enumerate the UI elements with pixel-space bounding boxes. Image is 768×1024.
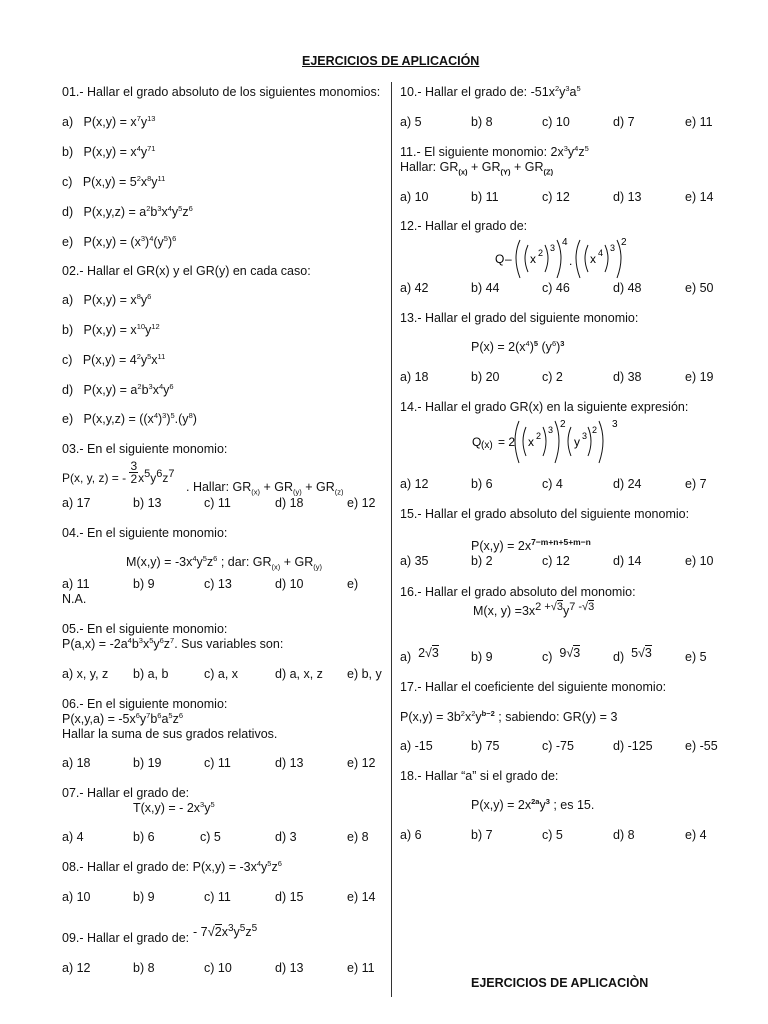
q16-expression: M(x, $y) =3x^{2 +√3}y^{7 -√3}$ <box>473 600 595 618</box>
q05-option-e: e) b, y <box>347 667 382 681</box>
q12-x1: x <box>530 252 536 266</box>
q14-option-a: a) 12 <box>400 477 429 491</box>
question-18: 18.- Hallar “a” si el grado de: <box>400 769 559 783</box>
q07-option-a: a) 4 <box>62 830 84 844</box>
q03-option-e: e) 12 <box>347 496 376 510</box>
q17-expression: $P(x,y) = 3b^2x^2y^{b-2}$ ; sabiendo: GR(y) = 3 <box>400 708 618 724</box>
q02-item-d: d) $P(x,y) = a^2b^3x^4y^6$ <box>62 381 174 397</box>
q14-e1b: 3 <box>548 425 554 435</box>
question-09: 09.- Hallar el grado de: <box>62 931 190 945</box>
question-16: 16.- Hallar el grado absoluto del monomio: <box>400 585 636 599</box>
q09-option-c: c) 10 <box>204 961 232 975</box>
q12-e-mid2: 3 <box>610 243 616 253</box>
q10-option-c: c) 10 <box>542 115 570 129</box>
q14-paren-left-outer <box>515 421 519 463</box>
q05-option-c: c) a, x <box>204 667 239 681</box>
q12-paren-left-inner2 <box>585 245 588 272</box>
q14-arg: (x) <box>481 440 493 451</box>
q14-e2: 3 <box>582 431 588 441</box>
q14-e1: 2 <box>536 431 542 441</box>
q14-paren-right-inner <box>543 427 546 456</box>
q08-option-e: e) 14 <box>347 890 376 904</box>
q08-option-d: d) 15 <box>275 890 304 904</box>
q12-option-e: e) 50 <box>685 281 714 295</box>
question-06: 06.- En el siguiente monomio: <box>62 697 228 711</box>
q11-option-e: e) 14 <box>685 190 714 204</box>
question-06-part2: Hallar la suma de sus grados relativos. <box>62 727 278 741</box>
q04-option-c: c) 13 <box>204 577 232 591</box>
question-12: 12.- Hallar el grado de: <box>400 219 528 233</box>
q04-option-b: b) 9 <box>133 577 155 591</box>
q13-option-d: d) 38 <box>613 370 642 384</box>
q04-option-e-text: N.A. <box>62 592 87 606</box>
q08-option-a: a) 10 <box>62 890 91 904</box>
q12-dot: . <box>569 254 573 268</box>
q14-eq: = 2 <box>498 435 516 449</box>
q12-e-out1: 4 <box>562 237 568 248</box>
q18-option-b: b) 7 <box>471 828 493 842</box>
q11-option-c: c) 12 <box>542 190 570 204</box>
q14-option-c: c) 4 <box>542 477 563 491</box>
q12-Q: Q <box>495 252 505 266</box>
q01-item-a: a) $P(x,y) = x^7y^{13}$ <box>62 113 156 129</box>
q10-option-d: d) 7 <box>613 115 635 129</box>
q13-option-b: b) 20 <box>471 370 500 384</box>
q14-option-e: e) 7 <box>685 477 707 491</box>
question-03: 03.- En el siguiente monomio: <box>62 442 228 456</box>
question-11: 11.- El siguiente monomio: $2x^3y^4z^5$ <box>400 143 589 159</box>
q12-x2: x <box>590 252 596 266</box>
q16-option-b: b) 9 <box>471 650 493 664</box>
q05-option-b: b) a, b <box>133 667 169 681</box>
q04-option-a: a) 11 <box>62 577 90 591</box>
q12-e-out2: 2 <box>621 237 627 248</box>
q09-expression: - $7√2x^3y^5z^5$ <box>193 922 258 939</box>
q02-item-b: b) $P(x,y) = x^{10}y^{12}$ <box>62 321 160 337</box>
q12-minus: – <box>505 252 512 266</box>
q14-paren-left-inner2 <box>568 427 571 456</box>
q13-option-a: a) 18 <box>400 370 429 384</box>
question-02: 02.- Hallar el GR(x) y el GR(y) en cada caso: <box>62 264 311 278</box>
q07-expression: T(x,y) = - $2x^3y^5$ <box>133 799 215 815</box>
q12-paren-right-inner2 <box>605 245 608 272</box>
question-01: 01.- Hallar el grado absoluto de los siguientes monomios: <box>62 85 381 99</box>
q01-item-b: b) $P(x,y) = x^4y^{71}$ <box>62 143 156 159</box>
q17-option-a: a) -15 <box>400 739 433 753</box>
q12-option-a: a) 42 <box>400 281 429 295</box>
question-04: 04.- En el siguiente monomio: <box>62 526 228 540</box>
q03-option-a: a) 17 <box>62 496 91 510</box>
q14-paren-left-inner <box>523 427 526 456</box>
q03-expression: P(x, y, z) = - $\frac{3}{2}$ $x^5y^6z^7$ <box>62 459 175 486</box>
q18-option-d: d) 8 <box>613 828 635 842</box>
q16-option-c: c) 9√3 <box>542 646 581 664</box>
q16-option-e: e) 5 <box>685 650 707 664</box>
q12-option-c: c) 46 <box>542 281 570 295</box>
q14-e2c: 3 <box>612 419 618 430</box>
q14-y: y <box>574 435 580 449</box>
q04-expression: $M(x,y) = -3x^4y^5z^6$ ; dar: $GR_{(x)} + GR_{(y)}$ <box>126 553 323 572</box>
q15-option-b: b) 2 <box>471 554 493 568</box>
q07-option-c: c) 5 <box>200 830 221 844</box>
q03-hallar: . Hallar: $GR_{(x)} + GR_{(y)} + GR_{(z)}$ <box>186 480 344 497</box>
q13-option-e: e) 19 <box>685 370 714 384</box>
q06-option-b: b) 19 <box>133 756 162 770</box>
column-divider <box>391 82 392 997</box>
q04-option-e: e) <box>347 577 359 591</box>
q12-e-in1: 2 <box>538 248 544 258</box>
q18-option-a: a) 6 <box>400 828 422 842</box>
q14-paren-right-outer <box>555 421 559 463</box>
q12-option-b: b) 44 <box>471 281 500 295</box>
q03-option-c: c) 11 <box>204 496 231 510</box>
q06-expression: $P(x,y,a) = -5x^6y^7b^6a^5z^6$ <box>62 710 184 726</box>
q03-option-b: b) 13 <box>133 496 162 510</box>
q16-option-a: a) 2√3 <box>400 646 439 664</box>
q06-option-c: c) 11 <box>204 756 231 770</box>
q18-expression: $P(x,y) = 2x^{2a}y^3$ ; es 15. <box>471 796 595 812</box>
q01-item-d: d) $P(x,y,z) = a^2b^3x^4y^5z^6$ <box>62 203 193 219</box>
question-17: 17.- Hallar el coeficiente del siguiente monomio: <box>400 680 667 694</box>
q15-option-c: c) 12 <box>542 554 570 568</box>
q04-option-d: d) 10 <box>275 577 304 591</box>
q14-e2b: 2 <box>592 425 598 435</box>
q07-option-e: e) 8 <box>347 830 369 844</box>
q14-paren-right-inner2 <box>588 427 591 456</box>
question-13: 13.- Hallar el grado del siguiente monomio: <box>400 311 639 325</box>
q12-e-mid1: 3 <box>550 243 556 253</box>
q11-option-d: d) 13 <box>613 190 642 204</box>
q17-option-d: d) -125 <box>613 739 653 753</box>
q09-option-e: e) 11 <box>347 961 375 975</box>
q15-option-a: a) 35 <box>400 554 429 568</box>
q05-option-a: a) x, y, z <box>62 667 109 681</box>
q10-option-b: b) 8 <box>471 115 493 129</box>
q09-option-a: a) 12 <box>62 961 91 975</box>
q15-option-e: e) 10 <box>685 554 714 568</box>
q15-expression: $P(x,y) = 2x^{7-m+n+5+m-n}$ <box>471 536 591 553</box>
q16-option-d: d) 5√3 <box>613 646 652 664</box>
q07-option-b: b) 6 <box>133 830 155 844</box>
q02-item-c: c) $P(x,y) = 4^2y^5x^{11}$ <box>62 351 166 367</box>
q17-option-e: e) -55 <box>685 739 718 753</box>
q17-option-b: b) 75 <box>471 739 500 753</box>
q08-option-b: b) 9 <box>133 890 155 904</box>
q17-option-c: c) -75 <box>542 739 574 753</box>
q02-item-e: e) $P(x,y,z) = ((x^4)^3)^5.(y^8)$ <box>62 410 197 426</box>
question-14: 14.- Hallar el grado GR(x) en la siguiente expresión: <box>400 400 689 414</box>
q07-option-d: d) 3 <box>275 830 297 844</box>
q12-paren-right-outer <box>557 240 561 278</box>
q14-formula <box>468 413 638 469</box>
question-15: 15.- Hallar el grado absoluto del siguiente monomio: <box>400 507 690 521</box>
question-05: 05.- En el siguiente monomio: <box>62 622 228 636</box>
page-title: EJERCICIOS DE APLICACIÓN <box>302 54 480 68</box>
q12-e-in2: 4 <box>598 248 604 258</box>
question-10: 10.- Hallar el grado de: $-51x^2y^3a^5$ <box>400 83 581 99</box>
q15-option-d: d) 14 <box>613 554 642 568</box>
q12-paren-left-inner <box>525 245 528 272</box>
q18-option-c: c) 5 <box>542 828 563 842</box>
q14-option-d: d) 24 <box>613 477 642 491</box>
q11-hallar: Hallar: $GR_{(x)} + GR_{(Y)} + GR_{(Z)}$ <box>400 160 554 177</box>
question-07: 07.- Hallar el grado de: <box>62 786 190 800</box>
q12-formula <box>490 232 640 282</box>
footer-title: EJERCICIOS DE APLICACIÒN <box>471 976 649 990</box>
q14-option-b: b) 6 <box>471 477 493 491</box>
q14-x: x <box>528 435 534 449</box>
q12-paren-right-inner <box>545 245 548 272</box>
q18-option-e: e) 4 <box>685 828 707 842</box>
q08-option-c: c) 11 <box>204 890 231 904</box>
q12-paren-left-outer2 <box>576 240 580 278</box>
q12-option-d: d) 48 <box>613 281 642 295</box>
q06-option-e: e) 12 <box>347 756 376 770</box>
q09-option-b: b) 8 <box>133 961 155 975</box>
q14-Q: Q <box>472 435 482 449</box>
q14-e1c: 2 <box>560 419 566 430</box>
q02-item-a: a) $P(x,y) = x^8y^6$ <box>62 291 152 307</box>
q12-paren-left-outer <box>516 240 520 278</box>
q14-paren-right-outer2 <box>599 421 603 463</box>
q03-option-d: d) 18 <box>275 496 304 510</box>
q05-option-d: d) a, x, z <box>275 667 323 681</box>
q05-expression: $P(a,x) = -2a^4b^3x^5y^6z^7$. Sus variables son: <box>62 635 284 651</box>
q13-option-c: c) 2 <box>542 370 563 384</box>
q13-expression: $P(x) = 2(x^4)^5$ $(y^6)^3$ <box>471 338 565 354</box>
q01-item-e: e) $P(x,y) = (x^3)^4(y^5)^6$ <box>62 233 177 249</box>
q10-option-e: e) 11 <box>685 115 713 129</box>
question-08: 08.- Hallar el grado de: $P(x,y) = -3x^4y^5z^6$ <box>62 858 282 874</box>
q06-option-d: d) 13 <box>275 756 304 770</box>
q09-option-d: d) 13 <box>275 961 304 975</box>
q11-option-a: a) 10 <box>400 190 429 204</box>
q10-option-a: a) 5 <box>400 115 422 129</box>
q06-option-a: a) 18 <box>62 756 91 770</box>
q11-option-b: b) 11 <box>471 190 499 204</box>
q01-item-c: c) $P(x,y) = 5^2x^8y^{11}$ <box>62 173 166 189</box>
